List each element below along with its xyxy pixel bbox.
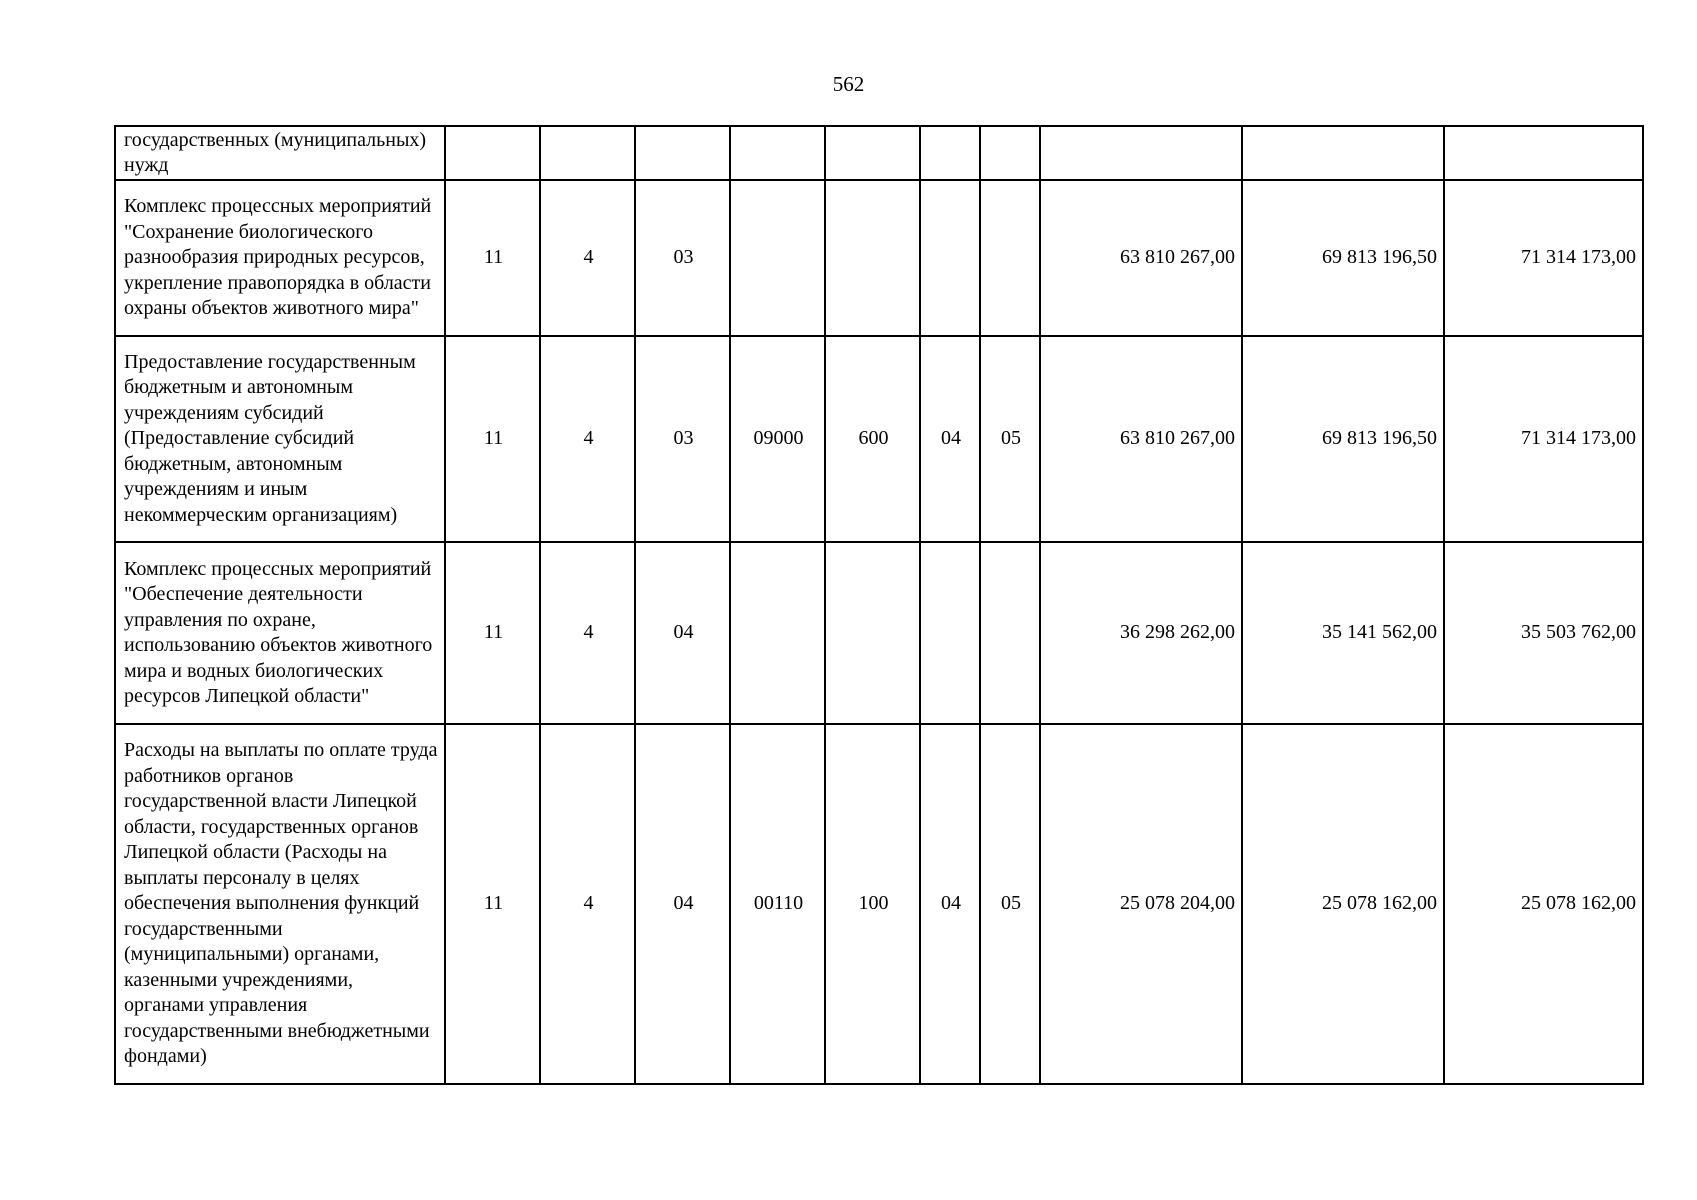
code-cell: 11: [445, 180, 540, 336]
amount-cell: 63 810 267,00: [1040, 180, 1242, 336]
code-cell: 4: [540, 180, 635, 336]
code-cell: 4: [540, 542, 635, 724]
code-cell: 03: [635, 336, 730, 542]
code-cell: [730, 180, 825, 336]
amount-cell: 25 078 162,00: [1444, 724, 1643, 1084]
amount-cell: 69 813 196,50: [1242, 336, 1444, 542]
code-cell: 4: [540, 724, 635, 1084]
amount-cell: 63 810 267,00: [1040, 336, 1242, 542]
row-description: Предоставление государственным бюджетным и автономным учреждениям субсидий (Предоставление субсидий бюджетным, автономным учреждениям и иным некоммерческим организациям): [115, 336, 445, 542]
code-cell: [445, 126, 540, 180]
amount-cell: [1444, 126, 1643, 180]
code-cell: 09000: [730, 336, 825, 542]
code-cell: [920, 126, 980, 180]
page-number: 562: [832, 72, 865, 96]
code-cell: 04: [920, 724, 980, 1084]
code-cell: [540, 126, 635, 180]
code-cell: [980, 542, 1040, 724]
budget-table: [114, 125, 1644, 1085]
code-cell: 03: [635, 180, 730, 336]
amount-cell: 69 813 196,50: [1242, 180, 1444, 336]
code-cell: 04: [635, 724, 730, 1084]
code-cell: [825, 126, 920, 180]
amount-cell: 35 503 762,00: [1444, 542, 1643, 724]
table-row: [115, 724, 1643, 1084]
amount-cell: 25 078 204,00: [1040, 724, 1242, 1084]
code-cell: 04: [920, 336, 980, 542]
code-cell: [730, 126, 825, 180]
code-cell: 600: [825, 336, 920, 542]
row-description: Комплекс процессных мероприятий "Обеспечение деятельности управления по охране, использованию объектов животного мира и водных биологических ресурсов Липецкой области": [115, 542, 445, 724]
code-cell: 4: [540, 336, 635, 542]
code-cell: [980, 126, 1040, 180]
code-cell: [920, 180, 980, 336]
amount-cell: [1040, 126, 1242, 180]
code-cell: 05: [980, 336, 1040, 542]
code-cell: [980, 180, 1040, 336]
row-description: Расходы на выплаты по оплате труда работников органов государственной власти Липецкой области, государственных органов Липецкой области (Расходы на выплаты персоналу в целях обеспечения выполнения функций государственными (муниципальными) органами, казенными учреждениями, органами управления государственными внебюджетными фондами): [115, 724, 445, 1084]
code-cell: 05: [980, 724, 1040, 1084]
code-cell: 11: [445, 542, 540, 724]
amount-cell: [1242, 126, 1444, 180]
amount-cell: 35 141 562,00: [1242, 542, 1444, 724]
code-cell: 11: [445, 336, 540, 542]
table-row: [115, 336, 1643, 542]
amount-cell: 25 078 162,00: [1242, 724, 1444, 1084]
code-cell: [635, 126, 730, 180]
amount-cell: 36 298 262,00: [1040, 542, 1242, 724]
table-row: [115, 126, 1643, 180]
code-cell: [730, 542, 825, 724]
code-cell: [825, 542, 920, 724]
code-cell: 04: [635, 542, 730, 724]
row-description: Комплекс процессных мероприятий "Сохранение биологического разнообразия природных ресурсов, укрепление правопорядка в области охраны объектов животного мира": [115, 180, 445, 336]
code-cell: 00110: [730, 724, 825, 1084]
table-row: [115, 542, 1643, 724]
row-description: государственных (муниципальных) нужд: [115, 126, 445, 180]
amount-cell: 71 314 173,00: [1444, 336, 1643, 542]
code-cell: [825, 180, 920, 336]
code-cell: 11: [445, 724, 540, 1084]
code-cell: [920, 542, 980, 724]
table-row: [115, 180, 1643, 336]
code-cell: 100: [825, 724, 920, 1084]
amount-cell: 71 314 173,00: [1444, 180, 1643, 336]
